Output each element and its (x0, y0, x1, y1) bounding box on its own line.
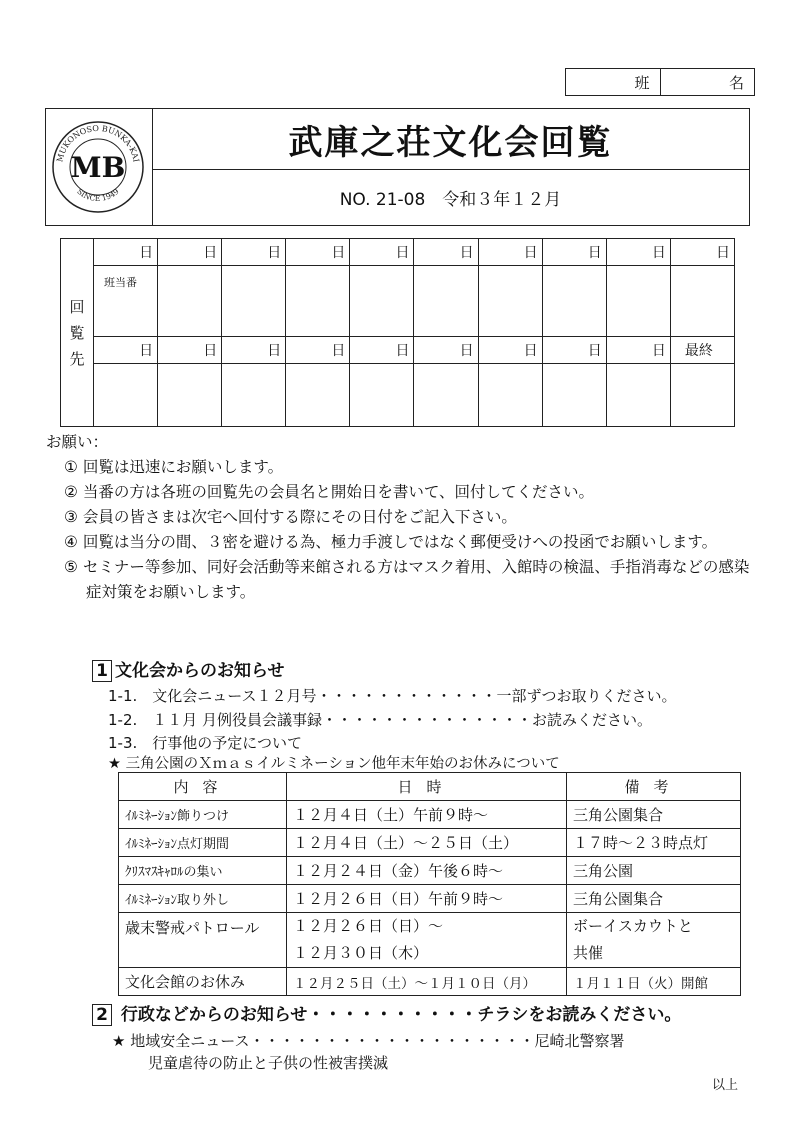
section-1-heading (92, 656, 285, 682)
section-2-heading (92, 1000, 681, 1026)
name-cell[interactable] (158, 364, 222, 427)
day-cell: 日 (478, 337, 542, 364)
name-cell[interactable] (222, 364, 286, 427)
table-row: ｲﾙﾐﾈｰｼｮﾝ点灯期間 １２月４日（土）～２５日（土） １７時～２３時点灯 (119, 829, 741, 857)
day-cell: 日 (478, 239, 542, 266)
tou-ban-cell: 班当番 (94, 266, 158, 337)
name-cell[interactable] (542, 364, 606, 427)
table-row: 歳末警戒パトロール １２月２６日（日）～ １２月３０日（木） ボーイスカウトと 共催 (119, 913, 741, 968)
name-cell[interactable] (542, 266, 606, 337)
requests-heading: お願い： (46, 433, 109, 451)
notice-line: ★ 地域安全ニュース・・・・・・・・・・・・・・・・・・・尼崎北警察署 (112, 1032, 625, 1050)
svg-text:SINCE 1949 (75, 187, 121, 203)
notice-line: 児童虐待の防止と子供の性被害撲滅 (148, 1054, 389, 1072)
day-cell: 日 (286, 239, 350, 266)
logo-cell (46, 109, 153, 225)
day-cell: 日 (542, 337, 606, 364)
request-item: ⑤ セミナー等参加、同好会活動等来館される方はマスク着用、入館時の検温、手指消毒などの感染症対策をお願いします。 (64, 558, 750, 601)
name-cell[interactable] (606, 266, 670, 337)
name-cell[interactable] (286, 364, 350, 427)
name-label: 名 (728, 73, 744, 92)
request-item: ④ 回覧は当分の間、３密を避ける為、極力手渡しではなく郵便受けへの投函でお願いします。 (64, 533, 718, 551)
circulation-side-label: 回 覧 先 (61, 239, 94, 427)
section-title: 行政などからのお知らせ・・・・・・・・・・チラシをお読みください。 (120, 1005, 682, 1025)
day-cell: 日 (94, 337, 158, 364)
han-name-box (565, 68, 755, 96)
name-cell[interactable] (350, 364, 414, 427)
day-cell: 日 (414, 239, 478, 266)
name-cell[interactable] (670, 266, 734, 337)
day-cell: 日 (606, 239, 670, 266)
day-cell: 日 (606, 337, 670, 364)
day-cell: 日 (222, 239, 286, 266)
event-note: ★ 三角公園のＸｍａｓイルミネーション他年末年始のお休みについて (108, 756, 560, 772)
section-title: 文化会からのお知らせ (115, 661, 285, 681)
final-cell: 最終 (670, 337, 734, 364)
name-cell[interactable] (286, 266, 350, 337)
name-cell[interactable] (606, 364, 670, 427)
table-row: ｸﾘｽﾏｽｷｬﾛﾙの集い １２月２４日（金）午後６時～ 三角公園 (119, 857, 741, 885)
issue-number: NO. 21-08 令和３年１２月 (339, 189, 562, 210)
logo-ring-text: MUKONOSO BUNKA-KAI (55, 123, 141, 163)
name-cell[interactable] (158, 266, 222, 337)
request-item: ① 回覧は迅速にお願いします。 (64, 458, 284, 476)
day-cell: 日 (158, 337, 222, 364)
page-title: 武庫之荘文化会回覧 (152, 109, 749, 170)
notice-line: 1-1. 文化会ニュース１２月号・・・・・・・・・・・・一部ずつお取りください。 (108, 687, 677, 705)
header (45, 108, 750, 226)
col-header: 備考 (567, 773, 741, 801)
name-cell[interactable] (414, 364, 478, 427)
day-cell: 日 (542, 239, 606, 266)
day-cell: 日 (414, 337, 478, 364)
notice-line: 1-2. １１月 月例役員会議事録・・・・・・・・・・・・・・お読みください。 (108, 711, 653, 729)
table-row: ｲﾙﾐﾈｰｼｮﾝ飾りつけ １２月４日（土）午前９時～ 三角公園集合 (119, 801, 741, 829)
mb-logo (46, 109, 150, 225)
day-cell: 日 (222, 337, 286, 364)
section-number: 1 (92, 660, 112, 682)
logo-monogram: MB (70, 151, 126, 184)
end-mark: 以上 (712, 1078, 739, 1093)
day-cell: 日 (94, 239, 158, 266)
day-cell: 日 (350, 337, 414, 364)
han-label: 班 (566, 69, 661, 95)
request-item: ② 当番の方は各班の回覧先の会員名と開始日を書いて、回付してください。 (64, 483, 595, 501)
request-item: ③ 会員の皆さまは次宅へ回付する際にその日付をご記入下さい。 (64, 508, 517, 526)
name-cell[interactable] (94, 364, 158, 427)
day-cell: 日 (670, 239, 734, 266)
day-cell: 日 (286, 337, 350, 364)
name-cell[interactable] (350, 266, 414, 337)
name-cell[interactable] (478, 266, 542, 337)
name-cell[interactable] (222, 266, 286, 337)
col-header: 日時 (287, 773, 567, 801)
section-number: 2 (92, 1004, 112, 1026)
name-cell[interactable] (478, 364, 542, 427)
requests-block (46, 430, 756, 605)
events-table (118, 772, 741, 996)
logo-since-text: SINCE 1949 (75, 186, 121, 204)
col-header: 内容 (119, 773, 287, 801)
table-row: 文化会館のお休み １２月２５日（土）～１月１０日（月） １月１１日（火）開館 (119, 968, 741, 996)
day-cell: 日 (350, 239, 414, 266)
notice-line: 1-3. 行事他の予定について (108, 734, 302, 752)
day-cell: 日 (158, 239, 222, 266)
table-row: ｲﾙﾐﾈｰｼｮﾝ取り外し １２月２６日（日）午前９時～ 三角公園集合 (119, 885, 741, 913)
name-cell[interactable] (414, 266, 478, 337)
circulation-grid (60, 238, 735, 427)
name-cell[interactable] (670, 364, 734, 427)
